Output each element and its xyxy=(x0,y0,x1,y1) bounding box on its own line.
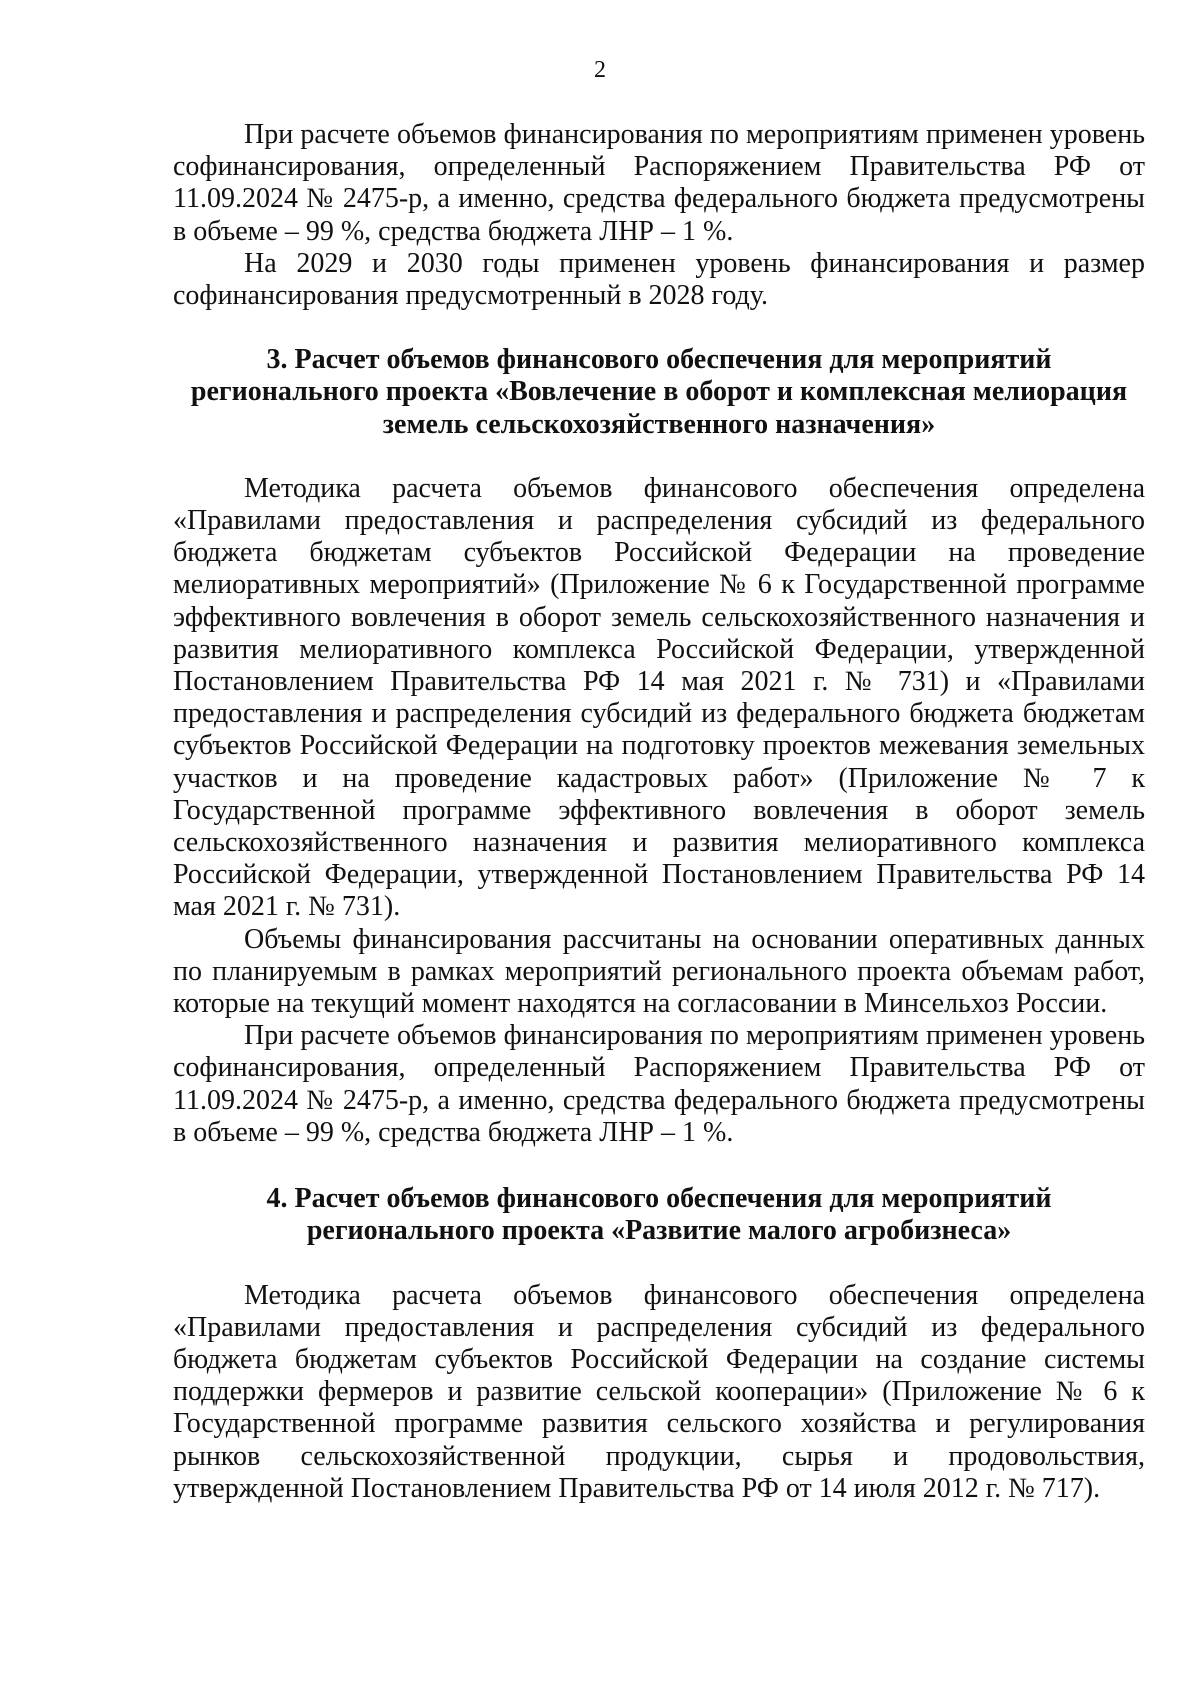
section-4-heading: 4. Расчет объемов финансового обеспечения для мероприятий регионального проекта «Развитие малого агробизнеса» xyxy=(266,1183,1052,1247)
section-4-paragraph-1: Методика расчета объемов финансового обеспечения определена «Правилами предоставления и распределения субсидий из федерального бюджета бюджетам субъектов Российской Федерации на создание системы поддержки фермеров и развитие сельской кооперации» (Приложение № 6 к Государственной программе развития сельского хозяйства и регулирования рынков сельскохозяйственной продукции, сырья и продовольствия, утвержденной Постановлением Правительства РФ от 14 июля 2012 г. № 717). xyxy=(173,1279,1145,1504)
section-3-paragraph-1: Методика расчета объемов финансового обеспечения определена «Правилами предоставления и распределения субсидий из федерального бюджета бюджетам субъектов Российской Федерации на проведение мелиоративных мероприятий» (Приложение № 6 к Государственной программе эффективного вовлечения в оборот земель сельскохозяйственного назначения и развития мелиоративного комплекса Российской Федерации, утвержденной Постановлением Правительства РФ 14 мая 2021 г. № 731) и «Правилами предоставления и распределения субсидий из федерального бюджета бюджетам субъектов Российской Федерации на подготовку проектов межевания земельных участков и на проведение кадастровых работ» (Приложение № 7 к Государственной программе эффективного вовлечения в оборот земель сельскохозяйственного назначения и развития мелиоративного комплекса Российской Федерации, утвержденной Постановлением Правительства РФ 14 мая 2021 г. № 731). xyxy=(173,472,1145,923)
document-body xyxy=(173,119,1145,1505)
section-3-body xyxy=(173,473,1145,1149)
intro-paragraph-1: При расчете объемов финансирования по мероприятиям применен уровень софинансирования, определенный Распоряжением Правительства РФ от 11.09.2024 № 2475-р, а именно, средства федерального бюджета предусмотрены в объеме – 99 %, средства бюджета ЛНР – 1 %. xyxy=(173,119,1145,247)
section-3-paragraph-2: Объемы финансирования рассчитаны на основании оперативных данных по планируемым в рамках мероприятий регионального проекта объемам работ, которые на текущий момент находятся на согласовании в Минсельхоз России. xyxy=(173,923,1145,1020)
page-number: 2 xyxy=(594,57,606,83)
section-4-body xyxy=(173,1280,1145,1505)
section-3-heading: 3. Расчет объемов финансового обеспечения для мероприятий регионального проекта «Вовлечение в оборот и комплексная мелиорация земель сельскохозяйственного назначения» xyxy=(190,344,1128,440)
section-3-paragraph-3: При расчете объемов финансирования по мероприятиям применен уровень софинансирования, определенный Распоряжением Правительства РФ от 11.09.2024 № 2475-р, а именно, средства федерального бюджета предусмотрены в объеме – 99 %, средства бюджета ЛНР – 1 %. xyxy=(173,1020,1145,1148)
intro-paragraph-2: На 2029 и 2030 годы применен уровень финансирования и размер софинансирования предусмотренный в 2028 году. xyxy=(173,247,1145,312)
